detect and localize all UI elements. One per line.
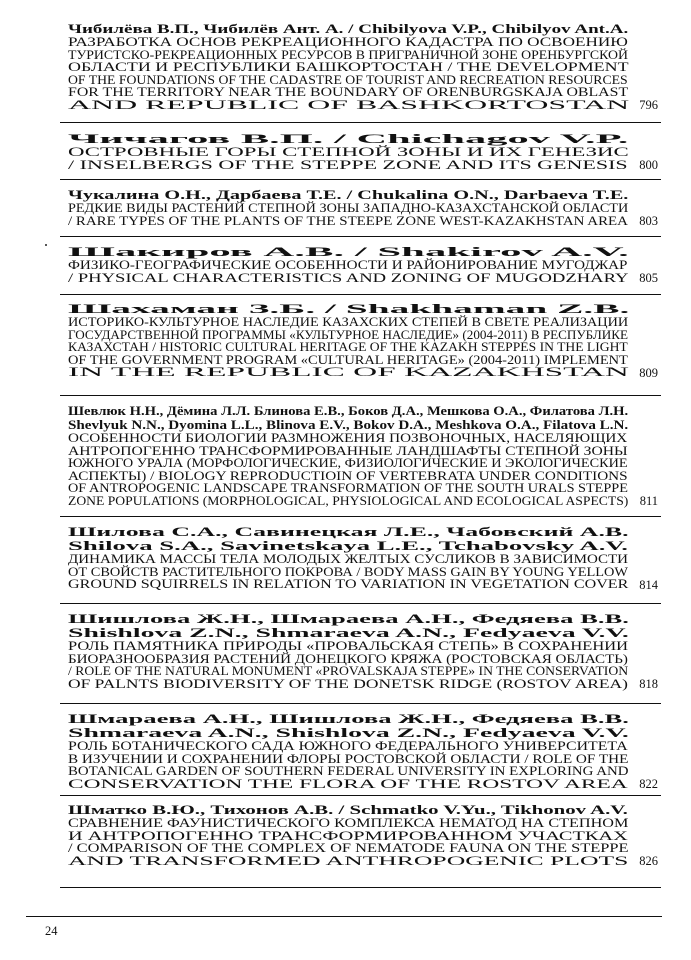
title-line: ZONE POPULATIONS (MORPHOLOGICAL, PHYSIOLOGICAL AND ECOLOGICAL ASPECTS) <box>68 493 629 508</box>
author-line: Шакиров А.В. / Shakirov A.V. <box>68 245 629 259</box>
title-line: ФИЗИКО-ГЕОГРАФИЧЕСКИЕ ОСОБЕННОСТИ И РАЙОНИРОВАНИЕ МУГОДЖАР <box>68 258 628 272</box>
author-line: Shishlova Z.N., Shmaraeva A.N., Fedyaeva V.V. <box>68 626 629 640</box>
title-line: CONSERVATION THE FLORA OF THE ROSTOV AREA <box>68 776 628 791</box>
title-line: ЮЖНОГО УРАЛА (МОРФОЛОГИЧЕСКИЕ, ФИЗИОЛОГИЧЕСКИЕ И ЭКОЛОГИЧЕСКИЕ <box>68 456 628 470</box>
entry-title <box>68 316 658 379</box>
title-line: КАЗАХСТАН / HISTORIC CULTURAL HERITAGE OF THE KAZAKH STEPPES IN THE LIGHT <box>68 340 628 354</box>
title-line: / PHYSICAL CHARACTERISTICS AND ZONING OF MUGODZHARY <box>68 270 629 285</box>
title-line: ОСТРОВНЫЕ ГОРЫ СТЕПНОЙ ЗОНЫ И ИХ ГЕНЕЗИС <box>68 145 629 159</box>
author-line: Shilova S.A., Savinetskaya L.E., Tchabovsky A.V. <box>68 539 628 553</box>
title-line: GROUND SQUIRRELS IN RELATION TO VARIATION IN VEGETATION COVER <box>68 577 629 591</box>
entry-page-number: 809 <box>639 365 658 380</box>
contents-entry <box>68 132 658 171</box>
title-line: АНТРОПОГЕННО ТРАНСФОРМИРОВАННЫЕ ЛАНДШАФТЫ СТЕПНОЙ ЗОНЫ <box>68 443 628 458</box>
entry-separator <box>60 703 661 704</box>
author-line: Чукалина О.Н., Дарбаева Т.Е. / Chukalina O.N., Darbaeva T.E. <box>68 188 629 202</box>
entry-page-number: 814 <box>639 577 658 592</box>
title-line: AND TRANSFORMED ANTHROPOGENIC PLOTS <box>68 853 629 868</box>
title-line: OF PALNTS BIODIVERSITY OF THE DONETSK RIDGE (ROSTOV AREA) <box>68 676 628 691</box>
title-line: В ИЗУЧЕНИИ И СОХРАНЕНИИ ФЛОРЫ РОСТОВСКОЙ ОБЛАСТИ / ROLE OF THE <box>68 751 629 766</box>
title-line: / COMPARISON OF THE COMPLEX OF NEMATODE FAUNA ON THE STEPPE <box>68 841 629 855</box>
title-line: BOTANICAL GARDEN OF SOUTHERN FEDERAL UNIVERSITY IN EXPLORING AND <box>68 764 629 778</box>
title-line: БИОРАЗНООБРАЗИЯ РАСТЕНИЙ ДОНЕЦКОГО КРЯЖА (РОСТОВСКАЯ ОБЛАСТЬ) <box>68 651 628 666</box>
entry-authors <box>68 712 658 740</box>
entry-title <box>68 740 658 790</box>
contents-entry <box>68 22 658 111</box>
title-line: РОЛЬ БОТАНИЧЕСКОГО САДА ЮЖНОГО ФЕДЕРАЛЬНОГО УНИВЕРСИТЕТА <box>68 739 628 753</box>
entry-authors <box>68 404 658 432</box>
title-line: / INSELBERGS OF THE STEPPE ZONE AND ITS GENESIS <box>68 157 628 172</box>
entry-authors <box>68 612 658 640</box>
contents-entry <box>68 404 658 507</box>
entry-title <box>68 432 658 507</box>
author-line: Шахаман З.Б. / Shakhaman Z.B. <box>68 302 630 316</box>
entry-authors <box>68 22 658 36</box>
page-number: 24 <box>45 924 58 938</box>
title-line: И АНТРОПОГЕННО ТРАНСФОРМИРОВАННОМ УЧАСТКАХ <box>68 828 628 843</box>
title-line: ИСТОРИКО-КУЛЬТУРНОЕ НАСЛЕДИЕ КАЗАХСКИХ СТЕПЕЙ В СВЕТЕ РЕАЛИЗАЦИИ <box>68 315 629 329</box>
entry-separator <box>60 516 661 517</box>
title-line: ОТ СВОЙСТВ РАСТИТЕЛЬНОГО ПОКРОВА / BODY MASS GAIN BY YOUNG YELLOW <box>68 564 628 579</box>
entry-authors <box>68 188 658 202</box>
title-line: / RARE TYPES OF THE PLANTS OF THE STEEPE ZONE WEST-KAZAKHSTAN AREA <box>68 213 628 228</box>
title-line: OF THE GOVERNMENT PROGRAM «CULTURAL HERITAGE» (2004-2011) IMPLEMENT <box>68 352 628 367</box>
author-line: Шишлова Ж.Н., Шмараева А.Н., Федяева В.В. <box>68 612 629 626</box>
entry-title <box>68 259 658 284</box>
entry-separator <box>60 236 661 237</box>
contents-entry <box>68 712 658 790</box>
entry-authors <box>68 803 658 817</box>
entry-separator <box>60 122 661 123</box>
title-line: ОБЛАСТИ И РЕСПУБЛИКИ БАШКОРТОСТАН / THE DEVELOPMENT <box>68 60 629 74</box>
title-line: OF ANTROPOGENIC LANDSCAPE TRANSFORMATION OF THE SOUTH URALS STEPPE <box>68 481 628 495</box>
entry-page-number: 822 <box>639 777 658 791</box>
author-line: Shmaraeva A.N., Shishlova Z.N., Fedyaeva V.V. <box>68 726 629 740</box>
entry-page-number: 805 <box>639 271 658 285</box>
title-line: РЕДКИЕ ВИДЫ РАСТЕНИЙ СТЕПНОЙ ЗОНЫ ЗАПАДНО-КАЗАХСТАНСКОЙ ОБЛАСТИ <box>68 201 629 215</box>
entry-page-number: 800 <box>639 158 658 172</box>
entry-title <box>68 553 658 591</box>
title-line: РАЗРАБОТКА ОСНОВ РЕКРЕАЦИОННОГО КАДАСТРА ПО ОСВОЕНИЮ <box>68 35 628 49</box>
entry-title <box>68 146 658 171</box>
entry-title <box>68 640 658 690</box>
author-line: Шматко В.Ю., Тихонов А.В. / Schmatko V.Yu., Tikhonov A.V. <box>68 803 628 817</box>
title-line: IN THE REPUBLIC OF KAZAKHSTAN <box>68 365 629 379</box>
stray-mark <box>45 244 47 246</box>
author-line: Шилова С.А., Савинецкая Л.Е., Чабовский А.В. <box>68 525 629 539</box>
title-line: ТУРИСТСКО-РЕКРЕАЦИОННЫХ РЕСУРСОВ В ПРИГРАНИЧНОЙ ЗОНЕ ОРЕНБУРГСКОЙ <box>68 47 628 62</box>
title-line: FOR THE TERRITORY NEAR THE BOUNDARY OF ORENBURGSKAJA OBLAST <box>68 85 629 99</box>
entry-authors <box>68 132 658 146</box>
entry-separator <box>60 179 661 180</box>
contents-entry <box>68 302 658 379</box>
entry-authors <box>68 525 658 553</box>
contents-entry <box>68 245 658 284</box>
author-line: Шмараева А.Н., Шишлова Ж.Н., Федяева В.В. <box>68 712 629 726</box>
title-line: AND REPUBLIC OF BASHKORTOSTAN <box>68 97 630 112</box>
contents-entry <box>68 803 658 867</box>
entry-page-number: 826 <box>639 854 658 868</box>
entry-title <box>68 202 658 227</box>
entry-page-number: 803 <box>639 214 658 228</box>
contents-entry <box>68 188 658 227</box>
entry-separator <box>60 603 661 604</box>
author-line: Чичагов В.П. / Chichagov V.P. <box>68 132 629 146</box>
title-line: OF THE FOUNDATIONS OF THE CADASTRE OF TOURIST AND RECREATION RESOURCES <box>68 72 628 87</box>
author-line: Чибилёва В.П., Чибилёв Ант. А. / Chibilyova V.P., Chibilyov Ant.A. <box>68 22 629 36</box>
entry-page-number: 796 <box>639 98 658 112</box>
author-line: Shevlyuk N.N., Dyomina L.L., Blinova E.V., Bokov D.A., Meshkova O.A., Filatova L.N. <box>68 418 629 432</box>
contents-entry <box>68 525 658 591</box>
entry-authors <box>68 302 658 316</box>
footer-rule <box>26 916 662 917</box>
title-line: РОЛЬ ПАМЯТНИКА ПРИРОДЫ «ПРОВАЛЬСКАЯ СТЕПЬ» В СОХРАНЕНИИ <box>68 639 628 653</box>
entry-separator <box>60 887 661 888</box>
title-line: ОСОБЕННОСТИ БИОЛОГИИ РАЗМНОЖЕНИЯ ПОЗВОНОЧНЫХ, НАСЕЛЯЮЩИХ <box>68 431 628 445</box>
title-line: ДИНАМИКА МАССЫ ТЕЛА МОЛОДЫХ ЖЕЛТЫХ СУСЛИКОВ В ЗАВИСИМОСТИ <box>68 552 629 566</box>
title-line: АСПЕКТЫ) / BIOLOGY REPRODUCTIOIN OF VERTEBRATA UNDER CONDITIONS <box>68 468 628 483</box>
entry-separator <box>60 795 661 796</box>
entry-separator <box>60 294 661 295</box>
entry-separator <box>60 395 661 396</box>
contents-entry <box>68 612 658 690</box>
title-line: / ROLE OF THE NATURAL MONUMENT «PROVALSKAJA STEPPE» IN THE CONSERVATION <box>68 664 629 678</box>
entry-title <box>68 36 658 111</box>
entry-page-number: 818 <box>639 677 658 691</box>
entry-page-number: 811 <box>639 494 658 508</box>
title-line: ГОСУДАРСТВЕННОЙ ПРОГРАММЫ «КУЛЬТУРНОЕ НАСЛЕДИЕ» (2004-2011) В РЕСПУБЛИКЕ <box>68 327 629 342</box>
author-line: Шевлюк Н.Н., Дёмина Л.Л. Блинова Е.В., Боков Д.А., Мешкова О.А., Филатова Л.Н. <box>68 404 629 418</box>
title-line: СРАВНЕНИЕ ФАУНИСТИЧЕСКОГО КОМПЛЕКСА НЕМАТОД НА СТЕПНОМ <box>68 816 629 830</box>
entry-authors <box>68 245 658 259</box>
entry-title <box>68 817 658 867</box>
